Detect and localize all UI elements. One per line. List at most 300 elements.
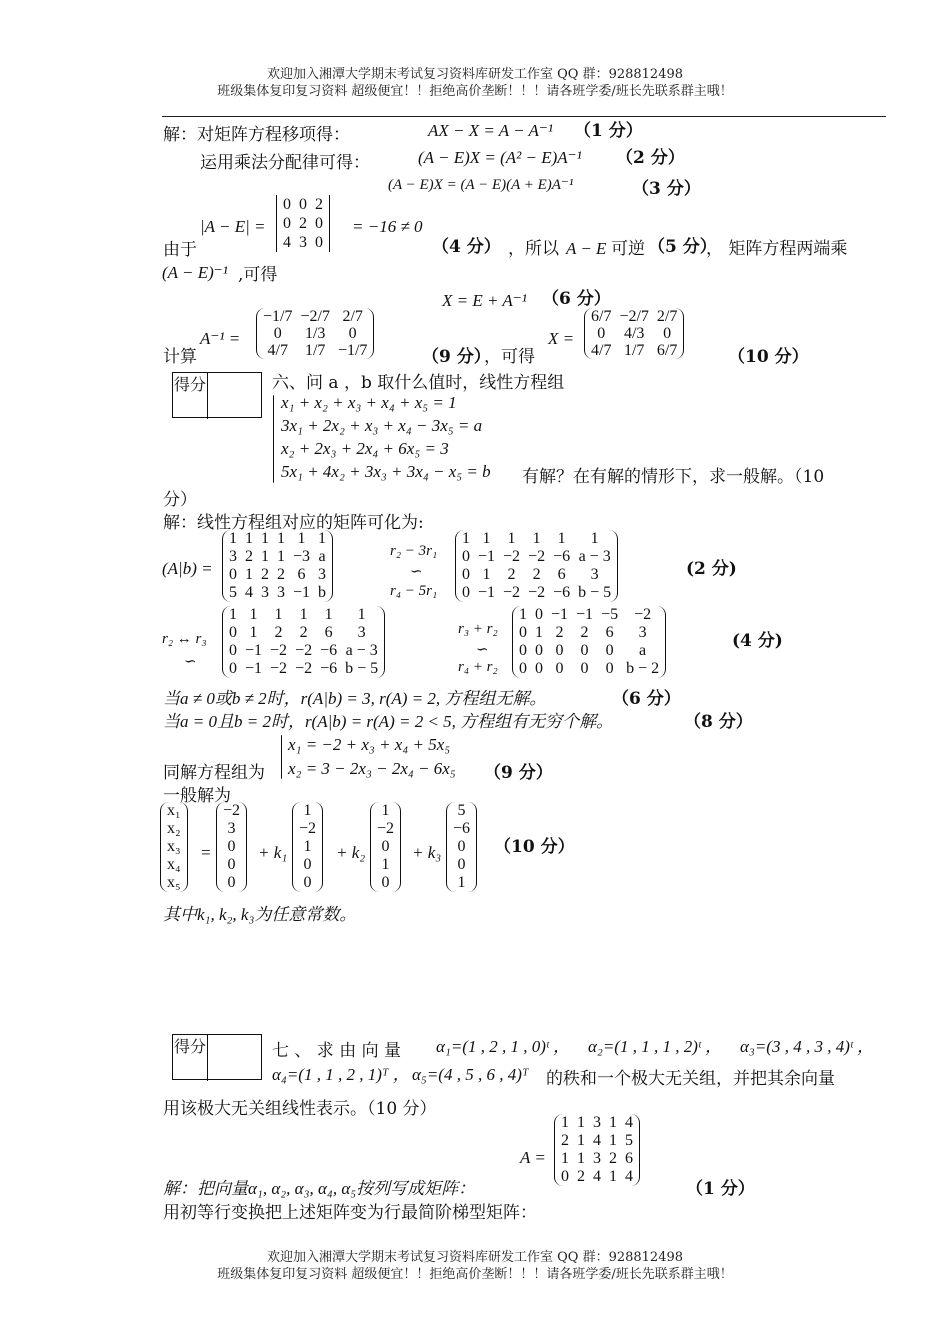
matrix-cell: 0	[462, 566, 470, 583]
matrix-cell: −2/7	[619, 308, 649, 325]
matrix-row	[219, 856, 244, 874]
matrix-cell: 1	[577, 1114, 585, 1131]
matrix-row	[295, 838, 320, 856]
matrix-cell: −2	[270, 642, 288, 659]
q7-a-lhs: A =	[520, 1148, 546, 1167]
v0-table	[219, 802, 244, 892]
matrix-cell: 0	[273, 325, 282, 342]
matrix-row	[279, 195, 327, 214]
matrix-cell: 1	[277, 530, 285, 547]
matrix-cell: 0	[663, 325, 672, 342]
matrix-cell: −1	[551, 606, 569, 623]
matrix-cell: 4	[593, 1132, 601, 1149]
m3-table	[225, 606, 382, 678]
matrix-cell: 3	[590, 566, 599, 583]
matrix-cell: 1	[609, 1168, 617, 1185]
matrix-cell: 1	[324, 606, 333, 623]
q5-line5-text: ,可得	[238, 265, 278, 285]
q6-eq-2: 3x₁ + 2x₂ + x₃ + x₄ − 3x₅ = a	[281, 416, 483, 435]
matrix-row	[449, 820, 474, 838]
matrix-cell: −2/7	[300, 308, 330, 325]
header-line-1: 欢迎加入湘潭大学期末考试复习资料库研发工作室 QQ 群：928812498	[266, 67, 684, 82]
matrix-cell: 1	[303, 802, 312, 819]
matrix-cell: −2	[503, 548, 521, 565]
matrix-cell: b	[318, 584, 327, 601]
matrix-cell: 1	[462, 530, 470, 547]
matrix-cell: 0	[605, 660, 614, 677]
matrix-cell: 0	[535, 606, 543, 623]
q5-line4-eq: A − E	[566, 239, 607, 258]
matrix-row	[373, 820, 398, 838]
q6-case-2-score: （8 分）	[684, 712, 753, 732]
matrix-row	[587, 308, 681, 325]
q6-sim-2: ∽	[184, 652, 197, 670]
matrix-cell: 1	[577, 1132, 585, 1149]
matrix-row	[458, 566, 615, 584]
matrix-cell: 1	[561, 1114, 569, 1131]
matrix-cell: 3	[638, 624, 647, 641]
q6-aug-lhs: (A|b) =	[162, 559, 213, 578]
matrix-cell: 3	[261, 584, 269, 601]
q6-matrix-3	[222, 606, 385, 678]
header-line-2: 班级集体复印复习资料 超级便宜！！拒绝高价垄断！！！请各班学委/班长先联系群主哦！	[217, 84, 733, 99]
q6-same-brace	[281, 735, 282, 779]
q5-x-lhs: X =	[548, 329, 575, 348]
q6-v2	[370, 802, 401, 892]
matrix-cell: 1	[245, 566, 253, 583]
matrix-cell: 3	[277, 584, 285, 601]
matrix-row	[163, 874, 185, 892]
matrix-cell: 0	[227, 838, 236, 855]
matrix-cell: −6	[453, 820, 471, 837]
matrix-cell: 1	[557, 530, 566, 547]
q5-line4-t3: ， 矩阵方程两端乘	[706, 239, 848, 259]
matrix-cell: 0	[229, 566, 237, 583]
matrix-cell: 0	[519, 660, 527, 677]
matrix-cell: 1	[299, 606, 308, 623]
matrix-row	[373, 856, 398, 874]
matrix-cell: 2/7	[656, 308, 678, 325]
q7-alpha-3: α₃=(3 , 4 , 3 , 4)ᵗ ，	[740, 1037, 874, 1056]
matrix-row	[225, 530, 330, 548]
x-table	[587, 308, 681, 359]
matrix-cell: 0	[535, 660, 543, 677]
matrix-row	[259, 325, 371, 342]
q5-line1-text: 解：对矩阵方程移项得：	[163, 125, 350, 145]
q6-op2: r₂ ↔ r₃	[162, 631, 207, 647]
matrix-cell: 4/7	[591, 342, 612, 359]
matrix-row	[219, 802, 244, 820]
matrix-cell: −3	[293, 548, 311, 565]
q5-det-rhs: = −16 ≠ 0	[352, 217, 423, 236]
matrix-cell: −1	[293, 584, 311, 601]
matrix-row	[259, 308, 371, 325]
matrix-row	[225, 642, 382, 660]
matrix-cell: 0	[580, 642, 589, 659]
q6-same-text: 同解方程组为	[163, 763, 265, 783]
matrix-cell: −2	[295, 660, 313, 677]
q6-score-label: 得分	[173, 373, 208, 419]
matrix-row	[587, 342, 681, 359]
matrix-cell: 1	[274, 606, 283, 623]
q5-jisuan: 计算	[163, 347, 197, 367]
matrix-row	[225, 584, 330, 602]
matrix-cell: 3	[299, 234, 307, 251]
matrix-row	[219, 838, 244, 856]
matrix-cell: 0	[381, 838, 390, 855]
matrix-cell: 6	[605, 624, 614, 641]
matrix-cell: 0	[303, 856, 312, 873]
matrix-cell: 1	[577, 1150, 585, 1167]
matrix-row	[219, 820, 244, 838]
q5-ainv-score: （9 分）	[422, 347, 491, 367]
q5-line6-eq: X = E + A⁻¹	[442, 291, 527, 310]
q7-alpha-2: α₂=(1 , 1 , 1 , 2)ᵗ ，	[588, 1037, 722, 1056]
q6-score-2: (2 分)	[686, 559, 737, 579]
q6-eq-sign: =	[200, 843, 212, 862]
matrix-cell: 1	[519, 606, 527, 623]
footer-line-1: 欢迎加入湘潭大学期末考试复习资料库研发工作室 QQ 群：928812498	[266, 1250, 684, 1265]
q5-line4-score2: （5 分）	[648, 237, 717, 257]
q5-line3-score: （3 分）	[632, 179, 701, 199]
matrix-cell: 1	[381, 856, 390, 873]
det-table	[279, 195, 327, 252]
q6-k2: + k₂	[336, 843, 366, 862]
q6-system-brace	[273, 395, 274, 483]
q6-xvec	[160, 802, 188, 892]
matrix-cell: 0	[555, 660, 564, 677]
q6-matrix-2	[455, 530, 618, 602]
matrix-cell: 5	[625, 1132, 633, 1149]
matrix-cell: 1	[261, 530, 269, 547]
matrix-cell: a − 3	[578, 548, 611, 565]
matrix-cell: 2/7	[342, 308, 363, 325]
q6-tail: 有解？在有解的情形下，求一般解。（10	[522, 467, 825, 487]
matrix-cell: 2	[577, 1168, 585, 1185]
q6-eq-1: x₁ + x₂ + x₃ + x₄ + x₅ = 1	[281, 393, 457, 412]
q6-eq-3: x₂ + 2x₃ + 2x₄ + 6x₅ = 3	[281, 439, 449, 458]
matrix-cell: −1	[245, 660, 263, 677]
q6-matrix-4	[512, 606, 666, 678]
matrix-cell: 1	[609, 1114, 617, 1131]
q7-alpha-5: α₅=(4 , 5 , 6 , 4)ᵀ	[412, 1065, 529, 1084]
q6-v3	[446, 802, 477, 892]
matrix-cell: −2	[528, 548, 546, 565]
matrix-cell: 6	[324, 624, 333, 641]
matrix-cell: 1	[303, 838, 312, 855]
matrix-cell: 4	[283, 234, 291, 251]
matrix-row	[295, 802, 320, 820]
matrix-cell: 2	[315, 196, 323, 213]
q6-title: 六、问 a ，b 取什么值时，线性方程组	[272, 373, 565, 393]
matrix-cell: 1	[507, 530, 516, 547]
matrix-row	[225, 548, 330, 566]
matrix-cell: 1	[261, 548, 269, 565]
matrix-cell: 1	[245, 530, 253, 547]
q6-score-box	[172, 372, 262, 418]
matrix-cell: −2	[295, 642, 313, 659]
q5-youyu: 由于	[163, 240, 197, 260]
matrix-cell: 6/7	[591, 308, 612, 325]
matrix-cell: 4	[625, 1114, 633, 1131]
matrix-row	[458, 584, 615, 602]
q6-sol-intro: 解：线性方程组对应的矩阵可化为:	[163, 513, 424, 533]
q6-case-1-score: （6 分）	[612, 689, 681, 709]
matrix-cell: 1	[482, 566, 491, 583]
matrix-row	[373, 838, 398, 856]
q7-sol-1-score: （1 分）	[686, 1179, 755, 1199]
matrix-cell: 0	[605, 642, 614, 659]
matrix-cell: 1	[318, 530, 327, 547]
matrix-cell: 3	[357, 624, 366, 641]
matrix-cell: 0	[315, 234, 323, 251]
q6-eq-4: 5x₁ + 4x₂ + 3x₃ + 3x₄ − x₅ = b	[281, 462, 491, 481]
q7-a-matrix	[554, 1114, 640, 1186]
q5-kede: ，可得	[484, 347, 535, 367]
q6-case-2: 当a = 0且b = 2时，r(A|b) = r(A) = 2 < 5, 方程组有无穷个解。	[163, 712, 614, 731]
matrix-cell: 0	[597, 325, 606, 342]
q6-op1b: r₄ − 5r₁	[390, 583, 438, 599]
matrix-cell: −1	[245, 642, 263, 659]
matrix-cell: 0	[457, 856, 466, 873]
matrix-cell: 5	[229, 584, 237, 601]
matrix-cell: −2	[377, 820, 395, 837]
q5-line3-eq: (A − E)X = (A − E)(A + E)A⁻¹	[388, 177, 574, 193]
matrix-cell: 1	[381, 802, 390, 819]
matrix-cell: −5	[601, 606, 619, 623]
matrix-row	[449, 856, 474, 874]
q6-v0	[216, 802, 247, 892]
matrix-row	[295, 874, 320, 892]
m4-table	[515, 606, 663, 678]
q5-line2-eq: (A − E)X = (A² − E)A⁻¹	[418, 148, 582, 167]
q6-consts: 其中k₁, k₂, k₃为任意常数。	[163, 905, 357, 924]
matrix-cell: x₃	[167, 838, 181, 855]
matrix-cell: 2	[245, 548, 253, 565]
matrix-cell: 1/7	[304, 342, 326, 359]
matrix-cell: 2	[561, 1132, 569, 1149]
matrix-cell: 2	[299, 215, 307, 232]
matrix-cell: 0	[227, 856, 236, 873]
matrix-cell: 2	[274, 624, 283, 641]
matrix-cell: −1	[478, 584, 496, 601]
matrix-cell: 1	[249, 606, 258, 623]
matrix-row	[225, 566, 330, 584]
matrix-cell: 3	[318, 566, 327, 583]
matrix-cell: 0	[519, 642, 527, 659]
matrix-row	[557, 1168, 637, 1186]
matrix-cell: b − 2	[626, 660, 660, 677]
m1-table	[225, 530, 330, 602]
matrix-row	[458, 548, 615, 566]
matrix-cell: 6/7	[656, 342, 678, 359]
matrix-cell: 1	[609, 1132, 617, 1149]
q7-alpha-4: α₄=(1 , 1 , 2 , 1)ᵀ ，	[272, 1065, 410, 1084]
matrix-row	[163, 820, 185, 838]
matrix-cell: 0	[229, 624, 237, 641]
matrix-cell: 1/7	[623, 342, 645, 359]
matrix-cell: −1/7	[337, 342, 368, 359]
q5-line6-score: （6 分）	[542, 289, 611, 309]
q5-det-matrix	[276, 195, 330, 252]
matrix-cell: 0	[580, 660, 589, 677]
matrix-cell: 4	[625, 1168, 633, 1185]
matrix-cell: 0	[227, 874, 236, 891]
matrix-row	[373, 874, 398, 892]
matrix-cell: −2	[223, 802, 241, 819]
matrix-row	[295, 820, 320, 838]
q5-line4-t2: 可逆	[611, 239, 645, 259]
q7-score-label: 得分	[173, 1035, 208, 1081]
matrix-cell: 0	[535, 642, 543, 659]
matrix-cell: −1	[478, 548, 496, 565]
matrix-row	[557, 1132, 637, 1150]
matrix-cell: 1	[535, 624, 543, 641]
matrix-cell: −6	[553, 548, 571, 565]
matrix-row	[449, 874, 474, 892]
matrix-cell: 0	[462, 584, 470, 601]
q6-gen-text: 一般解为	[163, 786, 231, 806]
footer-line-2: 班级集体复印复习资料 超级便宜！！拒绝高价垄断！！！请各班学委/班长先联系群主哦！	[217, 1267, 733, 1282]
matrix-cell: −6	[320, 642, 338, 659]
matrix-cell: 4	[593, 1168, 601, 1185]
q5-line1-eq: AX − X = A − A⁻¹	[428, 121, 553, 140]
matrix-cell: x₂	[167, 820, 181, 837]
q5-det-lhs: |A − E| =	[200, 217, 266, 236]
q5-line2-score: （2 分）	[616, 148, 685, 168]
matrix-cell: −1/7	[263, 308, 293, 325]
q6-sim-1: ∽	[410, 562, 423, 580]
matrix-row	[557, 1114, 637, 1132]
matrix-cell: 0	[348, 325, 357, 342]
matrix-cell: a	[639, 642, 647, 659]
matrix-cell: −1	[576, 606, 594, 623]
matrix-cell: 0	[519, 624, 527, 641]
q5-x-matrix	[584, 308, 684, 359]
q7-alpha-1: α₁=(1 , 2 , 1 , 0)ᵗ ，	[436, 1037, 570, 1056]
matrix-cell: 0	[283, 196, 291, 213]
matrix-cell: 3	[593, 1114, 601, 1131]
matrix-cell: 6	[297, 566, 306, 583]
matrix-cell: 5	[457, 802, 466, 819]
matrix-row	[279, 233, 327, 252]
matrix-row	[557, 1150, 637, 1168]
matrix-cell: 0	[229, 660, 237, 677]
matrix-cell: 0	[561, 1168, 569, 1185]
matrix-cell: 2	[261, 566, 269, 583]
q5-line1-score: （1 分）	[574, 121, 643, 141]
matrix-cell: 1	[457, 874, 466, 891]
q5-line4-score: （4 分）	[432, 237, 501, 257]
matrix-cell: 2	[580, 624, 589, 641]
matrix-cell: 1	[229, 606, 237, 623]
matrix-cell: b − 5	[345, 660, 379, 677]
matrix-cell: 1	[590, 530, 599, 547]
matrix-cell: 6	[557, 566, 566, 583]
matrix-row	[219, 874, 244, 892]
matrix-cell: 1	[482, 530, 491, 547]
v1-table	[295, 802, 320, 892]
matrix-row	[515, 624, 663, 642]
matrix-cell: −2	[270, 660, 288, 677]
q6-matrix-1	[222, 530, 333, 602]
matrix-row	[373, 802, 398, 820]
q7-title-c: 用该极大无关组线性表示。（10 分）	[163, 1099, 437, 1119]
q5-line5-eq: (A − E)⁻¹	[162, 263, 228, 282]
v3-table	[449, 802, 474, 892]
matrix-cell: 2	[507, 566, 516, 583]
matrix-cell: 1	[297, 530, 306, 547]
q6-case-1: 当a ≠ 0或b ≠ 2时，r(A|b) = 3, r(A) = 2, 方程组无解。	[163, 689, 547, 708]
m2-table	[458, 530, 615, 602]
q6-op3a: r₃ + r₂	[458, 621, 498, 637]
matrix-cell: 1/3	[304, 325, 326, 342]
matrix-row	[163, 838, 185, 856]
v2-table	[373, 802, 398, 892]
q6-sim-3: ∽	[476, 640, 489, 658]
q7-title-b: 的秩和一个极大无关组，并把其余向量	[546, 1069, 835, 1089]
matrix-cell: 0	[555, 642, 564, 659]
matrix-cell: 0	[299, 196, 307, 213]
matrix-row	[515, 606, 663, 624]
matrix-cell: 2	[299, 624, 308, 641]
xvec-table	[163, 802, 185, 892]
q6-gen-score: （10 分）	[494, 837, 575, 857]
matrix-cell: b − 5	[578, 584, 612, 601]
matrix-cell: −6	[553, 584, 571, 601]
matrix-cell: 4/7	[267, 342, 288, 359]
matrix-cell: 4	[245, 584, 253, 601]
matrix-cell: 0	[229, 642, 237, 659]
matrix-cell: 1	[249, 624, 258, 641]
q7-sol-2: 用初等行变换把上述矩阵变为行最简阶梯型矩阵：	[163, 1203, 537, 1223]
q7-score-box	[172, 1034, 262, 1080]
q5-x-score: （10 分）	[728, 347, 809, 367]
matrix-cell: 0	[315, 215, 323, 232]
q5-ainv-matrix	[256, 308, 374, 359]
matrix-row	[259, 342, 371, 359]
matrix-cell: 2	[532, 566, 541, 583]
matrix-row	[225, 624, 382, 642]
q5-line4-mid: ，所以	[508, 239, 559, 259]
q6-same-eq-1: x₁ = −2 + x₃ + x₄ + 5x₅	[288, 735, 451, 754]
matrix-cell: 3	[227, 820, 236, 837]
matrix-cell: 0	[462, 548, 470, 565]
matrix-cell: a − 3	[345, 642, 378, 659]
matrix-cell: −6	[320, 660, 338, 677]
q6-tail-2: 分）	[163, 490, 197, 510]
matrix-cell: 2	[277, 566, 285, 583]
matrix-cell: −2	[634, 606, 652, 623]
matrix-row	[449, 838, 474, 856]
q7-title-a: 七 、 求 由 向 量	[272, 1041, 402, 1061]
matrix-cell: 1	[229, 530, 237, 547]
matrix-cell: 2	[555, 624, 564, 641]
matrix-cell: x₅	[167, 874, 181, 891]
matrix-cell: x₁	[167, 802, 181, 819]
q6-same-score: （9 分）	[484, 763, 553, 783]
matrix-row	[458, 530, 615, 548]
q6-k1: + k₁	[258, 843, 288, 862]
a7-table	[557, 1114, 637, 1186]
q6-op1a: r₂ − 3r₁	[390, 543, 438, 559]
matrix-cell: 0	[303, 874, 312, 891]
matrix-row	[225, 660, 382, 678]
header-rule	[162, 116, 886, 117]
q7-sol-1: 解：把向量α₁, α₂, α₃, α₄, α₅按列写成矩阵：	[163, 1179, 476, 1198]
matrix-cell: 1	[532, 530, 541, 547]
matrix-row	[295, 856, 320, 874]
